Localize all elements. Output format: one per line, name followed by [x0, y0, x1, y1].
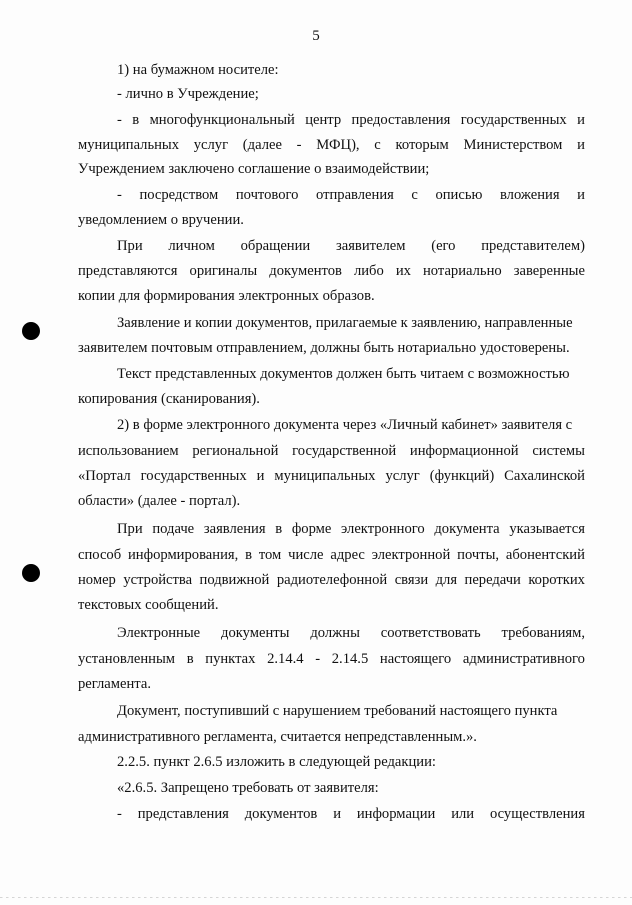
- text-line: заявителем почтовым отправлением, должны быть нотариально удостоверены.: [78, 340, 570, 356]
- word: административного: [462, 651, 585, 667]
- word: документы: [221, 625, 290, 641]
- punch-hole-top: [22, 322, 40, 340]
- word: «Портал: [78, 468, 131, 484]
- word: представляются: [78, 263, 178, 279]
- word: адрес: [330, 547, 365, 563]
- word: установленным: [78, 651, 176, 667]
- text-line: [78, 571, 585, 589]
- word: МФЦ),: [316, 137, 360, 153]
- word: и: [256, 468, 265, 484]
- word: муниципальных: [78, 137, 180, 153]
- word: способ: [78, 547, 122, 563]
- word: 2.14.4: [267, 651, 304, 667]
- word: обращении: [240, 238, 311, 254]
- word: Министерством: [463, 137, 563, 153]
- text-line: [78, 546, 585, 564]
- word: государственной: [292, 443, 397, 459]
- word: подвижной: [199, 572, 270, 588]
- word: -: [117, 806, 122, 822]
- scan-edge-dots: [0, 897, 632, 899]
- text-line: Текст представленных документов должен быть читаем с возможностью: [117, 366, 570, 382]
- word: с: [411, 187, 418, 203]
- word: числе: [288, 547, 324, 563]
- word: При: [117, 521, 143, 537]
- punch-hole-bottom: [22, 564, 40, 582]
- word: информационной: [409, 443, 519, 459]
- word: связи: [394, 572, 429, 588]
- text-line: [78, 467, 585, 485]
- word: (далее: [242, 137, 282, 153]
- word: 2.14.5: [331, 651, 369, 667]
- word: в: [245, 547, 252, 563]
- word: многофункциональный: [149, 112, 295, 128]
- word: (его: [431, 238, 456, 254]
- text-line: [117, 186, 585, 204]
- word: в: [275, 521, 283, 537]
- word: должны: [310, 625, 360, 641]
- word: указывается: [509, 521, 585, 537]
- text-line: Заявление и копии документов, прилагаемые к заявлению, направленные: [117, 315, 573, 331]
- word: соответствовать: [380, 625, 481, 641]
- word: нотариально: [422, 263, 502, 279]
- text-line: 2) в форме электронного документа через «Личный кабинет» заявителя с: [117, 417, 573, 433]
- word: абонентский: [505, 547, 585, 563]
- word: документа: [434, 521, 500, 537]
- text-line: [117, 237, 585, 255]
- word: отправления: [315, 187, 394, 203]
- word: в: [186, 651, 194, 667]
- word: почтового: [235, 187, 299, 203]
- word: том: [258, 547, 282, 563]
- text-line: копирования (сканирования).: [78, 391, 260, 407]
- text-line: административного регламента, считается непредставленным.».: [78, 729, 477, 745]
- word: услуг: [385, 468, 420, 484]
- text-line: копии для формирования электронных образов.: [78, 288, 375, 304]
- text-line: области» (далее - портал).: [78, 493, 241, 509]
- text-line: [78, 442, 585, 460]
- word: подаче: [152, 521, 195, 537]
- text-line: [78, 262, 585, 280]
- word: -: [117, 187, 122, 203]
- text-line: «2.6.5. Запрещено требовать от заявителя:: [117, 780, 379, 796]
- word: пунктах: [205, 651, 256, 667]
- word: представителем): [481, 238, 585, 254]
- word: посредством: [139, 187, 219, 203]
- word: (функций): [429, 468, 495, 484]
- word: использованием: [78, 443, 179, 459]
- word: передачи: [464, 572, 521, 588]
- word: номер: [78, 572, 116, 588]
- word: системы: [532, 443, 585, 459]
- word: электронного: [341, 521, 425, 537]
- word: которым: [395, 137, 449, 153]
- word: информирования,: [128, 547, 239, 563]
- word: центр: [305, 112, 342, 128]
- word: муниципальных: [274, 468, 376, 484]
- word: их: [395, 263, 411, 279]
- text-line: [78, 650, 585, 668]
- word: государственных: [140, 468, 247, 484]
- word: заявителем: [335, 238, 406, 254]
- word: коротких: [528, 572, 585, 588]
- word: региональной: [192, 443, 279, 459]
- word: и: [577, 137, 585, 153]
- word: описью: [435, 187, 483, 203]
- word: для: [435, 572, 458, 588]
- word: информации: [356, 806, 436, 822]
- text-line: текстовых сообщений.: [78, 597, 219, 613]
- word: настоящего: [379, 651, 452, 667]
- text-line: Учреждением заключено соглашение о взаимодействии;: [78, 161, 430, 177]
- word: требованиям,: [501, 625, 585, 641]
- text-line: [117, 111, 585, 129]
- word: услуг: [193, 137, 229, 153]
- text-line: регламента.: [78, 676, 151, 692]
- text-line: уведомлением о вручении.: [78, 212, 244, 228]
- word: заверенные: [513, 263, 585, 279]
- word: и: [577, 187, 585, 203]
- text-line: 2.2.5. пункт 2.6.5 изложить в следующей редакции:: [117, 754, 436, 770]
- word: представления: [137, 806, 229, 822]
- text-line: 1) на бумажном носителе:: [117, 62, 279, 78]
- word: либо: [353, 263, 384, 279]
- word: Сахалинской: [504, 468, 585, 484]
- word: -: [296, 137, 302, 153]
- text-line: [117, 805, 585, 823]
- text-line: [78, 136, 585, 154]
- page-number: 5: [312, 28, 320, 44]
- text-line: [117, 624, 585, 642]
- word: осуществления: [489, 806, 585, 822]
- word: документов: [269, 263, 342, 279]
- word: При: [117, 238, 143, 254]
- word: предоставления: [351, 112, 451, 128]
- word: или: [451, 806, 475, 822]
- word: оригиналы: [189, 263, 258, 279]
- word: вложения: [499, 187, 560, 203]
- word: государственных: [460, 112, 567, 128]
- word: документов: [244, 806, 318, 822]
- word: и: [577, 112, 585, 128]
- word: с: [374, 137, 381, 153]
- word: -: [117, 112, 122, 128]
- word: заявления: [203, 521, 266, 537]
- text-line: [117, 520, 585, 538]
- word: личном: [168, 238, 215, 254]
- text-line: - лично в Учреждение;: [117, 86, 259, 102]
- word: Электронные: [117, 625, 201, 641]
- word: электронной: [371, 547, 451, 563]
- word: в: [132, 112, 140, 128]
- text-line: Документ, поступивший с нарушением требований настоящего пункта: [117, 703, 558, 719]
- word: радиотелефонной: [276, 572, 388, 588]
- word: почты,: [457, 547, 500, 563]
- word: -: [315, 651, 321, 667]
- word: устройства: [123, 572, 193, 588]
- word: и: [333, 806, 341, 822]
- word: форме: [291, 521, 332, 537]
